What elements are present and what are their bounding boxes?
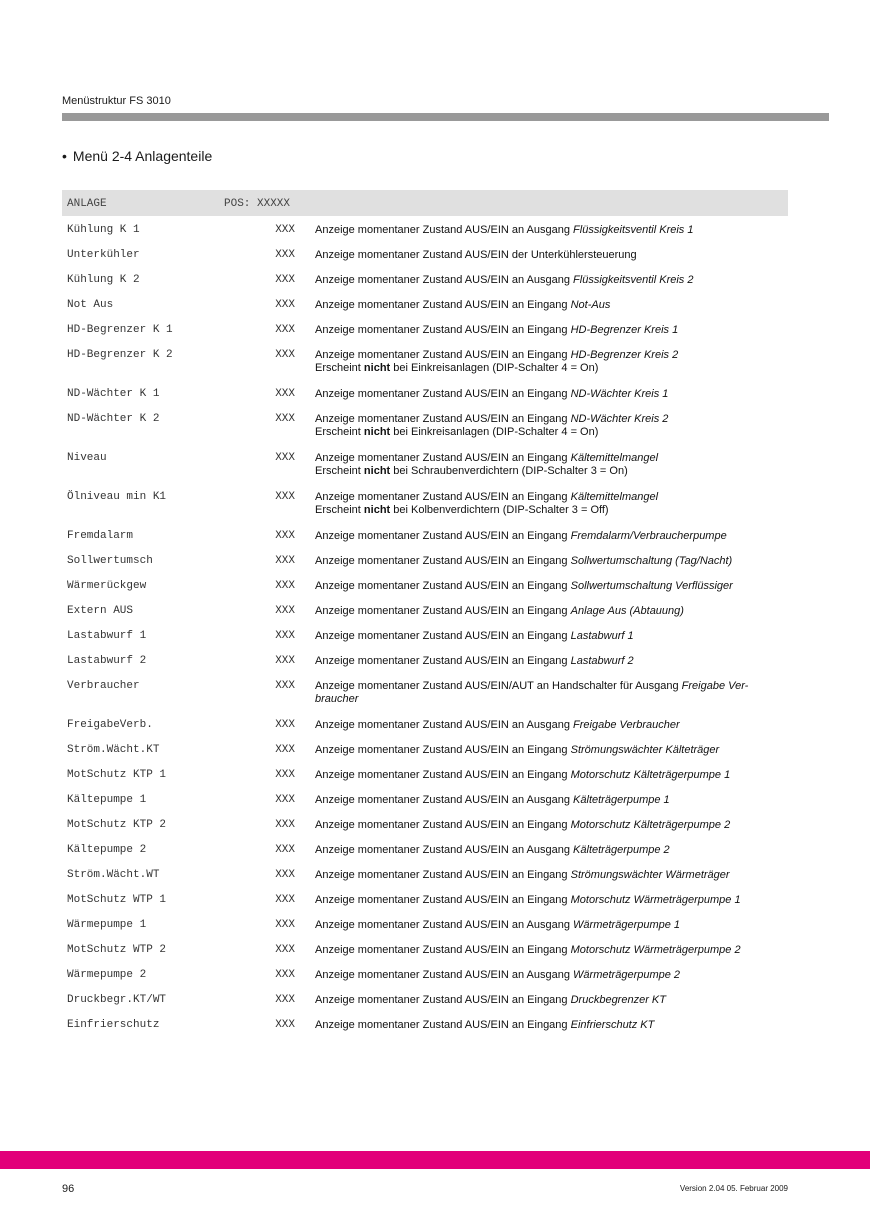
row-description (315, 388, 770, 401)
description-line (315, 504, 770, 517)
footer-bar (0, 1151, 870, 1169)
description-line (315, 555, 770, 568)
description-segment: Erscheint (315, 464, 364, 477)
description-segment: Anzeige momentaner Zustand AUS/EIN an Eingang (315, 894, 571, 906)
row-name: Druckbegr.KT/WT (67, 994, 167, 1006)
row-value: XXX (275, 491, 295, 503)
row-value: XXX (275, 274, 295, 286)
description-segment: Fremdalarm/Verbraucherpumpe (570, 530, 727, 542)
description-line (315, 719, 770, 732)
description-segment: Strömungswächter Kälteträger (570, 744, 720, 756)
description-segment: Anzeige momentaner Zustand AUS/EIN an Eingang (315, 349, 571, 361)
description-segment: nicht (363, 425, 391, 438)
row-name: FreigabeVerb. (67, 719, 153, 731)
description-line (315, 452, 770, 465)
description-segment: Anzeige momentaner Zustand AUS/EIN an Eingang (315, 655, 571, 667)
description-segment: Kälteträgerpumpe 1 (573, 794, 670, 806)
description-segment: Anzeige momentaner Zustand AUS/EIN an Ausgang (315, 969, 574, 981)
row-value: XXX (275, 719, 295, 731)
row-value: XXX (275, 819, 295, 831)
description-line (315, 919, 770, 932)
row-description (315, 894, 770, 907)
description-line (315, 744, 770, 757)
description-segment: Erscheint (315, 503, 364, 516)
description-segment: Anzeige momentaner Zustand AUS/EIN der Unterkühlersteuerung (315, 249, 637, 261)
description-line (315, 630, 770, 643)
description-segment: Anzeige momentaner Zustand AUS/EIN an Eingang (315, 819, 571, 831)
description-segment: Strömungswächter Wärmeträger (570, 869, 730, 881)
description-line (315, 680, 770, 693)
row-value: XXX (275, 844, 295, 856)
row-value: XXX (275, 944, 295, 956)
description-segment: Anzeige momentaner Zustand AUS/EIN an Eingang (315, 413, 571, 425)
description-segment: Motorschutz Kälteträgerpumpe 1 (570, 769, 731, 781)
row-value: XXX (275, 994, 295, 1006)
row-name: HD-Begrenzer K 1 (67, 324, 173, 336)
description-segment: Anzeige momentaner Zustand AUS/EIN an Ausgang (315, 274, 574, 286)
row-value: XXX (275, 869, 295, 881)
row-value: XXX (275, 969, 295, 981)
description-segment: Anzeige momentaner Zustand AUS/EIN an Eingang (315, 769, 571, 781)
description-segment: Motorschutz Wärmeträgerpumpe 2 (570, 944, 741, 956)
description-segment: Anzeige momentaner Zustand AUS/EIN an Ausgang (315, 844, 574, 856)
description-segment: Anzeige momentaner Zustand AUS/EIN an Eingang (315, 630, 571, 642)
description-line (315, 274, 770, 287)
description-line (315, 693, 770, 706)
row-value: XXX (275, 324, 295, 336)
description-segment: Lastabwurf 1 (570, 630, 634, 642)
description-line (315, 894, 770, 907)
row-description (315, 844, 770, 857)
row-value: XXX (275, 299, 295, 311)
description-line (315, 413, 770, 426)
description-segment: Erscheint (315, 425, 364, 438)
description-segment: Anzeige momentaner Zustand AUS/EIN an Eingang (315, 1019, 571, 1031)
description-segment: bei Einkreisanlagen (DIP-Schalter 4 = On) (390, 361, 599, 374)
section-title: Menü 2-4 Anlagenteile (72, 148, 213, 164)
row-value: XXX (275, 655, 295, 667)
description-line (315, 944, 770, 957)
row-value: XXX (275, 452, 295, 464)
description-segment: Anzeige momentaner Zustand AUS/EIN an Eingang (315, 388, 571, 400)
description-segment: nicht (363, 503, 391, 516)
description-line (315, 362, 770, 375)
description-line (315, 769, 770, 782)
description-line (315, 605, 770, 618)
row-description (315, 819, 770, 832)
description-segment: Anlage Aus (Abtauung) (570, 605, 684, 617)
description-segment: bei Kolbenverdichtern (DIP-Schalter 3 = Off) (390, 503, 609, 516)
row-description (315, 919, 770, 932)
row-name: Sollwertumsch (67, 555, 153, 567)
header-divider (62, 113, 829, 121)
row-description (315, 324, 770, 337)
description-segment: nicht (363, 361, 391, 374)
row-description (315, 719, 770, 732)
row-description (315, 580, 770, 593)
row-description (315, 349, 770, 374)
description-segment: Anzeige momentaner Zustand AUS/EIN an Ausgang (315, 919, 574, 931)
row-description (315, 655, 770, 668)
row-value: XXX (275, 744, 295, 756)
row-value: XXX (275, 1019, 295, 1031)
description-segment: Sollwertumschaltung (Tag/Nacht) (570, 555, 733, 567)
row-name: MotSchutz KTP 2 (67, 819, 167, 831)
description-line (315, 388, 770, 401)
description-segment: Freigabe Ver- (681, 680, 749, 692)
row-description (315, 452, 770, 477)
row-name: Unterkühler (67, 249, 140, 261)
description-segment: Lastabwurf 2 (570, 655, 634, 667)
row-value: XXX (275, 349, 295, 361)
description-segment: Kälteträgerpumpe 2 (573, 844, 670, 856)
row-description (315, 605, 770, 618)
row-value: XXX (275, 680, 295, 692)
bullet-icon: • (62, 148, 67, 164)
description-segment: Motorschutz Wärmeträgerpumpe 1 (570, 894, 741, 906)
row-name: MotSchutz KTP 1 (67, 769, 167, 781)
description-segment: Druckbegrenzer KT (570, 994, 666, 1006)
row-name: Einfrierschutz (67, 1019, 160, 1031)
section-heading (62, 148, 212, 164)
row-value: XXX (275, 580, 295, 592)
description-segment: Anzeige momentaner Zustand AUS/EIN an Eingang (315, 491, 571, 503)
row-description (315, 769, 770, 782)
row-name: Ström.Wächt.WT (67, 869, 160, 881)
description-segment: Anzeige momentaner Zustand AUS/EIN an Eingang (315, 605, 571, 617)
description-line (315, 224, 770, 237)
description-segment: Flüssigkeitsventil Kreis 1 (573, 224, 694, 236)
row-name: MotSchutz WTP 2 (67, 944, 167, 956)
description-line (315, 426, 770, 439)
description-segment: Freigabe Verbraucher (573, 719, 680, 731)
row-description (315, 530, 770, 543)
row-name: Niveau (67, 452, 107, 464)
row-value: XXX (275, 919, 295, 931)
description-segment: ND-Wächter Kreis 2 (570, 413, 669, 425)
row-value: XXX (275, 249, 295, 261)
row-description (315, 680, 770, 705)
row-name: Kühlung K 1 (67, 224, 140, 236)
description-segment: Not-Aus (570, 299, 611, 311)
description-line (315, 869, 770, 882)
row-value: XXX (275, 413, 295, 425)
description-segment: Anzeige momentaner Zustand AUS/EIN/AUT an Handschalter für Ausgang (315, 680, 682, 692)
row-name: Verbraucher (67, 680, 140, 692)
row-name: Not Aus (67, 299, 114, 311)
column-header-anlage: ANLAGE (67, 198, 107, 210)
row-description (315, 794, 770, 807)
row-value: XXX (275, 794, 295, 806)
row-description (315, 1019, 770, 1032)
description-line (315, 249, 770, 262)
row-name: Fremdalarm (67, 530, 134, 542)
row-description (315, 224, 770, 237)
description-segment: Anzeige momentaner Zustand AUS/EIN an Eingang (315, 994, 571, 1006)
description-line (315, 580, 770, 593)
row-name: Wärmepumpe 1 (67, 919, 147, 931)
description-segment: Anzeige momentaner Zustand AUS/EIN an Eingang (315, 944, 571, 956)
row-description (315, 274, 770, 287)
description-segment: Sollwertumschaltung Verflüssiger (570, 580, 733, 592)
description-line (315, 299, 770, 312)
description-segment: Anzeige momentaner Zustand AUS/EIN an Eingang (315, 530, 571, 542)
description-line (315, 465, 770, 478)
description-segment: Kältemittelmangel (570, 452, 659, 464)
description-segment: Kältemittelmangel (570, 491, 659, 503)
description-line (315, 530, 770, 543)
page-number: 96 (62, 1183, 75, 1195)
description-line (315, 1019, 770, 1032)
description-line (315, 794, 770, 807)
row-value: XXX (275, 530, 295, 542)
description-segment: Anzeige momentaner Zustand AUS/EIN an Ausgang (315, 224, 574, 236)
description-segment: Anzeige momentaner Zustand AUS/EIN an Ausgang (315, 794, 574, 806)
row-description (315, 969, 770, 982)
description-segment: nicht (363, 464, 391, 477)
description-line (315, 844, 770, 857)
table-header (62, 190, 788, 216)
row-description (315, 555, 770, 568)
description-segment: Einfrierschutz KT (570, 1019, 655, 1031)
description-segment: Wärmeträgerpumpe 2 (573, 969, 681, 981)
row-description (315, 249, 770, 262)
row-value: XXX (275, 388, 295, 400)
description-segment: Anzeige momentaner Zustand AUS/EIN an Eingang (315, 299, 571, 311)
row-description (315, 994, 770, 1007)
description-segment: Erscheint (315, 361, 364, 374)
row-name: ND-Wächter K 2 (67, 413, 160, 425)
description-segment: Anzeige momentaner Zustand AUS/EIN an Eingang (315, 452, 571, 464)
row-value: XXX (275, 224, 295, 236)
row-description (315, 299, 770, 312)
row-name: Ölniveau min K1 (67, 491, 167, 503)
row-description (315, 869, 770, 882)
description-segment: Anzeige momentaner Zustand AUS/EIN an Eingang (315, 744, 571, 756)
row-name: Lastabwurf 2 (67, 655, 147, 667)
description-segment: Anzeige momentaner Zustand AUS/EIN an Eingang (315, 869, 571, 881)
row-value: XXX (275, 605, 295, 617)
description-line (315, 994, 770, 1007)
description-segment: Flüssigkeitsventil Kreis 2 (573, 274, 694, 286)
row-description (315, 491, 770, 516)
description-segment: HD-Begrenzer Kreis 1 (570, 324, 679, 336)
row-description (315, 413, 770, 438)
page-header-title: Menüstruktur FS 3010 (62, 95, 171, 107)
row-description (315, 944, 770, 957)
row-name: Wärmepumpe 2 (67, 969, 147, 981)
description-segment: braucher (315, 692, 359, 705)
description-segment: bei Schraubenverdichtern (DIP-Schalter 3 = On) (390, 464, 628, 477)
description-line (315, 324, 770, 337)
row-name: Wärmerückgew (67, 580, 147, 592)
version-info: Version 2.04 05. Februar 2009 (679, 1184, 788, 1193)
description-line (315, 655, 770, 668)
description-segment: Anzeige momentaner Zustand AUS/EIN an Eingang (315, 324, 571, 336)
description-segment: Wärmeträgerpumpe 1 (573, 919, 681, 931)
column-header-pos: POS: XXXXX (224, 198, 291, 210)
row-name: Lastabwurf 1 (67, 630, 147, 642)
row-name: Kältepumpe 2 (67, 844, 147, 856)
description-segment: Anzeige momentaner Zustand AUS/EIN an Ausgang (315, 719, 574, 731)
row-value: XXX (275, 769, 295, 781)
description-line (315, 819, 770, 832)
row-name: Ström.Wächt.KT (67, 744, 160, 756)
row-value: XXX (275, 894, 295, 906)
row-name: Kühlung K 2 (67, 274, 140, 286)
row-name: HD-Begrenzer K 2 (67, 349, 173, 361)
row-value: XXX (275, 630, 295, 642)
row-name: MotSchutz WTP 1 (67, 894, 167, 906)
row-name: ND-Wächter K 1 (67, 388, 160, 400)
description-segment: Motorschutz Kälteträgerpumpe 2 (570, 819, 731, 831)
description-segment: bei Einkreisanlagen (DIP-Schalter 4 = On) (390, 425, 599, 438)
description-segment: Anzeige momentaner Zustand AUS/EIN an Eingang (315, 580, 571, 592)
description-segment: Anzeige momentaner Zustand AUS/EIN an Eingang (315, 555, 571, 567)
description-line (315, 491, 770, 504)
description-segment: HD-Begrenzer Kreis 2 (570, 349, 679, 361)
row-description (315, 744, 770, 757)
row-name: Kältepumpe 1 (67, 794, 147, 806)
row-name: Extern AUS (67, 605, 134, 617)
description-line (315, 349, 770, 362)
description-segment: ND-Wächter Kreis 1 (570, 388, 669, 400)
description-line (315, 969, 770, 982)
row-description (315, 630, 770, 643)
row-value: XXX (275, 555, 295, 567)
